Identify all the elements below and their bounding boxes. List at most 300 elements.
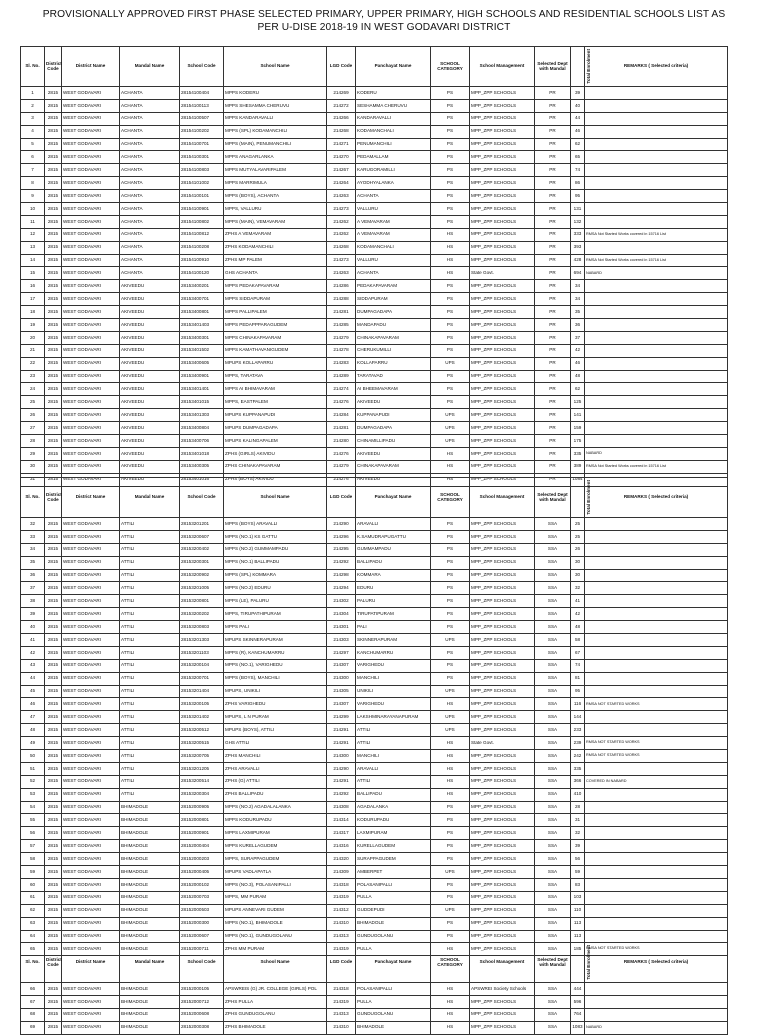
school-management-cell: MPP_ZPP SCHOOLS [470,306,535,319]
sl-no-cell: 50 [21,750,45,763]
selected-dept-cell: PR [535,306,571,319]
column-header: School Name [224,47,327,87]
school-management-cell: MPP_ZPP SCHOOLS [470,460,535,473]
column-header: Mandal Name [120,943,180,983]
selected-dept-cell: SSA [535,711,571,724]
mandal-name-cell: ATTILI [120,724,180,737]
selected-dept-cell: PR [535,99,571,112]
school-name-cell: MPPS, SURAPPAGUDEM [224,853,327,866]
selected-dept-cell: PR [535,447,571,460]
district-name-cell: WEST GODAVARI [62,943,120,956]
school-name-cell: GHS ATTILI [224,737,327,750]
remarks-cell [585,1008,728,1021]
remarks-cell [585,853,728,866]
school-name-cell: MPUPS KALINGAPALEM [224,435,327,448]
district-code-cell: 2815 [45,87,62,100]
district-name-cell: WEST GODAVARI [62,190,120,203]
mandal-name-cell: BHIMADOLE [120,943,180,956]
selected-dept-cell: SSA [535,646,571,659]
school-management-cell: MPP_ZPP SCHOOLS [470,891,535,904]
selected-dept-cell: PR [535,409,571,422]
column-header: LGD Code [327,478,356,518]
sl-no-cell: 5 [21,138,45,151]
column-header: District Code [45,47,62,87]
selected-dept-cell: SSA [535,556,571,569]
lgd-code-cell: 214320 [327,853,356,866]
school-category-cell: UPS [431,409,470,422]
total-enrolment-cell: 1083 [571,1021,585,1034]
district-code-cell: 2815 [45,582,62,595]
district-name-cell: WEST GODAVARI [62,569,120,582]
total-enrolment-cell: 65 [571,151,585,164]
remarks-cell [585,125,728,138]
panchayat-name-cell: BHIMADOLE [356,917,431,930]
remarks-cell [585,293,728,306]
panchayat-name-cell: A VEMAVARAM [356,215,431,228]
total-enrolment-cell: 74 [571,164,585,177]
selected-dept-cell: PR [535,190,571,203]
remarks-cell [585,621,728,634]
district-code-cell: 2815 [45,357,62,370]
selected-dept-cell: PR [535,241,571,254]
mandal-name-cell: AKIVEEDU [120,280,180,293]
lgd-code-cell: 214319 [327,891,356,904]
selected-dept-cell: SSA [535,518,571,531]
school-code-cell: 28154101002 [180,177,224,190]
total-enrolment-cell: 103 [571,891,585,904]
table-row [21,370,728,383]
lgd-code-cell: 214300 [327,672,356,685]
sl-no-cell: 32 [21,518,45,531]
column-header [571,478,592,518]
school-name-cell: MPPS KURELLAGUDEM [224,840,327,853]
sl-no-cell: 28 [21,435,45,448]
selected-dept-cell: PR [535,112,571,125]
school-management-cell: MPP_ZPP SCHOOLS [470,357,535,370]
school-code-cell: 28153400701 [180,293,224,306]
school-category-cell: PS [431,203,470,216]
lgd-code-cell: 214302 [327,595,356,608]
total-enrolment-cell: 34 [571,280,585,293]
table-row [21,215,728,228]
mandal-name-cell: ACHANTA [120,112,180,125]
school-category-cell: PS [431,370,470,383]
total-enrolment-cell: 34 [571,293,585,306]
mandal-name-cell: BHIMADOLE [120,983,180,996]
school-management-cell: MPP_ZPP SCHOOLS [470,344,535,357]
panchayat-name-cell: ATTILI [356,775,431,788]
total-enrolment-cell: 40 [571,99,585,112]
mandal-name-cell: ATTILI [120,788,180,801]
panchayat-name-cell: SESHAMMA CHERUVU [356,99,431,112]
mandal-name-cell: AKIVEEDU [120,383,180,396]
district-code-cell: 2815 [45,203,62,216]
school-name-cell: APSWREIS (G) JR. COLLEGE (GIRLS) POL [224,983,327,996]
column-header [571,47,592,87]
total-enrolment-cell: 26 [571,543,585,556]
district-name-cell: WEST GODAVARI [62,460,120,473]
remarks-cell [585,151,728,164]
district-code-cell: 2815 [45,138,62,151]
column-header: Selected Dept with Mandal [535,47,571,87]
school-code-cell: 28153200512 [180,724,224,737]
district-code-cell: 2815 [45,904,62,917]
selected-dept-cell: PR [535,319,571,332]
district-name-cell: WEST GODAVARI [62,814,120,827]
district-code-cell: 2815 [45,801,62,814]
total-enrolment-cell: 30 [571,556,585,569]
school-management-cell: MPP_ZPP SCHOOLS [470,99,535,112]
table-row [21,788,728,801]
mandal-name-cell: AKIVEEDU [120,435,180,448]
district-name-cell: WEST GODAVARI [62,293,120,306]
school-code-cell: 28152000801 [180,814,224,827]
sl-no-cell: 65 [21,943,45,956]
mandal-name-cell: ACHANTA [120,254,180,267]
remarks-cell [585,608,728,621]
column-header: REMARKS ( Selected criteria) [585,47,728,87]
selected-dept-cell: SSA [535,995,571,1008]
school-management-cell: MPP_ZPP SCHOOLS [470,1021,535,1034]
school-name-cell: MPPS AI BHIMAVARAM [224,383,327,396]
lgd-code-cell: 214262 [327,215,356,228]
table-row [21,125,728,138]
lgd-code-cell: 214276 [327,473,356,486]
school-management-cell: MPP_ZPP SCHOOLS [470,827,535,840]
total-enrolment-cell: 39 [571,840,585,853]
school-management-cell: MPP_ZPP SCHOOLS [470,228,535,241]
district-name-cell: WEST GODAVARI [62,215,120,228]
school-category-cell: HS [431,983,470,996]
remarks-cell [585,814,728,827]
school-category-cell: UPS [431,435,470,448]
column-header-label: Total Enrolment [586,480,592,515]
mandal-name-cell: BHIMADOLE [120,878,180,891]
table-row [21,177,728,190]
district-name-cell: WEST GODAVARI [62,685,120,698]
lgd-code-cell: 214281 [327,306,356,319]
total-enrolment-cell: 42 [571,608,585,621]
table-row [21,151,728,164]
total-enrolment-cell: 113 [571,917,585,930]
school-category-cell: PS [431,293,470,306]
total-enrolment-cell: 36 [571,319,585,332]
school-category-cell: PS [431,582,470,595]
sl-no-cell: 57 [21,840,45,853]
school-category-cell: PS [431,518,470,531]
lgd-code-cell: 214314 [327,814,356,827]
mandal-name-cell: ATTILI [120,672,180,685]
mandal-name-cell: AKIVEEDU [120,331,180,344]
selected-dept-cell: SSA [535,685,571,698]
table-row [21,1021,728,1034]
remarks-cell [585,672,728,685]
sl-no-cell: 53 [21,788,45,801]
school-name-cell: MPPS (SPL) KODAMANCHILI [224,125,327,138]
mandal-name-cell: BHIMADOLE [120,904,180,917]
school-code-cell: 28154100910 [180,254,224,267]
mandal-name-cell: AKIVEEDU [120,396,180,409]
panchayat-name-cell: AI BHEEMAVARAM [356,383,431,396]
total-enrolment-cell: 95 [571,190,585,203]
school-management-cell: MPP_ZPP SCHOOLS [470,866,535,879]
panchayat-name-cell: PEDAKAPAVARAM [356,280,431,293]
district-name-cell: WEST GODAVARI [62,878,120,891]
table-row [21,930,728,943]
remarks-cell [585,983,728,996]
district-name-cell: WEST GODAVARI [62,582,120,595]
school-code-cell: 28154100701 [180,138,224,151]
total-enrolment-cell: 175 [571,435,585,448]
lgd-code-cell: 214273 [327,203,356,216]
lgd-code-cell: 214279 [327,460,356,473]
panchayat-name-cell: KARUGORAMILLI [356,164,431,177]
school-category-cell: PS [431,853,470,866]
school-code-cell: 28154100802 [180,215,224,228]
school-name-cell: MPPS CHINAKAPAVARAM [224,331,327,344]
total-enrolment-cell: 30 [571,569,585,582]
school-name-cell: ZPHS (G) ATTILI [224,775,327,788]
school-code-cell: 28153200902 [180,569,224,582]
table-row [21,878,728,891]
panchayat-name-cell: POLASANIPALLI [356,878,431,891]
total-enrolment-cell: 113 [571,930,585,943]
table-row [21,87,728,100]
panchayat-name-cell: ARAVALLI [356,518,431,531]
selected-dept-cell: SSA [535,788,571,801]
total-enrolment-cell: 428 [571,254,585,267]
panchayat-name-cell: GUNDUGOLANU [356,1008,431,1021]
sl-no-cell: 38 [21,595,45,608]
district-code-cell: 2815 [45,737,62,750]
panchayat-name-cell: PENUMANCHILI [356,138,431,151]
remarks-cell [585,99,728,112]
lgd-code-cell: 214262 [327,228,356,241]
total-enrolment-cell: 37 [571,331,585,344]
remarks-cell [585,569,728,582]
school-management-cell: MPP_ZPP SCHOOLS [470,87,535,100]
district-code-cell: 2815 [45,685,62,698]
school-code-cell: 28153201205 [180,762,224,775]
total-enrolment-cell: 46 [571,357,585,370]
lgd-code-cell: 214307 [327,698,356,711]
school-name-cell: ZPHS (GIRLS) AKIVIDU [224,447,327,460]
school-code-cell: 28153201201 [180,518,224,531]
district-name-cell: WEST GODAVARI [62,203,120,216]
school-code-cell: 28153400706 [180,435,224,448]
school-code-cell: 28153401401 [180,383,224,396]
remarks-cell: RMSA NOT STARTED WORKS [585,737,728,750]
sl-no-cell: 7 [21,164,45,177]
school-category-cell: PS [431,814,470,827]
school-code-cell: 28154100803 [180,164,224,177]
total-enrolment-cell: 62 [571,383,585,396]
mandal-name-cell: AKIVEEDU [120,306,180,319]
school-code-cell: 28154100208 [180,241,224,254]
school-category-cell: HS [431,943,470,956]
school-code-cell: 28152000102 [180,878,224,891]
panchayat-name-cell: PEDAMALLAM [356,151,431,164]
selected-dept-cell: SSA [535,930,571,943]
remarks-cell [585,840,728,853]
mandal-name-cell: ACHANTA [120,164,180,177]
school-name-cell: ZPHS KODAMANCHILI [224,241,327,254]
school-name-cell: MPUPS SKINNERAPURAM [224,634,327,647]
district-name-cell: WEST GODAVARI [62,280,120,293]
panchayat-name-cell: AYODHYALANKA [356,177,431,190]
district-code-cell: 2815 [45,1008,62,1021]
district-code-cell: 2815 [45,1021,62,1034]
panchayat-name-cell: CHINAKAPAVARAM [356,460,431,473]
selected-dept-cell: SSA [535,853,571,866]
panchayat-name-cell: ATTILI [356,737,431,750]
district-name-cell: WEST GODAVARI [62,904,120,917]
lgd-code-cell: 214313 [327,1008,356,1021]
mandal-name-cell: BHIMADOLE [120,891,180,904]
column-header: LGD Code [327,47,356,87]
school-name-cell: ZPHS GUNDUGOLANU [224,1008,327,1021]
panchayat-name-cell: BHIMADOLE [356,1021,431,1034]
total-enrolment-cell: 46 [571,125,585,138]
mandal-name-cell: AKIVEEDU [120,370,180,383]
sl-no-cell: 61 [21,891,45,904]
mandal-name-cell: BHIMADOLE [120,814,180,827]
panchayat-name-cell: KOMMARA [356,569,431,582]
district-name-cell: WEST GODAVARI [62,228,120,241]
school-category-cell: PS [431,177,470,190]
district-name-cell: WEST GODAVARI [62,306,120,319]
sl-no-cell: 30 [21,460,45,473]
total-enrolment-cell: 48 [571,621,585,634]
district-name-cell: WEST GODAVARI [62,983,120,996]
table-row [21,608,728,621]
school-category-cell: PS [431,595,470,608]
district-name-cell: WEST GODAVARI [62,672,120,685]
mandal-name-cell: AKIVEEDU [120,460,180,473]
panchayat-name-cell: PULLA [356,995,431,1008]
mandal-name-cell: AKIVEEDU [120,344,180,357]
district-code-cell: 2815 [45,788,62,801]
school-category-cell: UPS [431,422,470,435]
sl-no-cell: 3 [21,112,45,125]
school-name-cell: MPPS (NO.1) BALLIPADU [224,556,327,569]
panchayat-name-cell: PULLA [356,943,431,956]
table-row [21,460,728,473]
remarks-cell [585,556,728,569]
mandal-name-cell: ATTILI [120,775,180,788]
school-name-cell: ZPHS MP PALEM [224,254,327,267]
district-name-cell: WEST GODAVARI [62,87,120,100]
lgd-code-cell: 214301 [327,621,356,634]
total-enrolment-cell: 764 [571,1008,585,1021]
mandal-name-cell: ACHANTA [120,241,180,254]
school-management-cell: MPP_ZPP SCHOOLS [470,518,535,531]
panchayat-name-cell: KURELLAGUDEM [356,840,431,853]
mandal-name-cell: ATTILI [120,685,180,698]
panchayat-name-cell: ACHANTA [356,190,431,203]
mandal-name-cell: AKIVEEDU [120,473,180,486]
school-code-cell: 28153200701 [180,672,224,685]
school-management-cell: MPP_ZPP SCHOOLS [470,904,535,917]
district-name-cell: WEST GODAVARI [62,621,120,634]
table-row [21,112,728,125]
school-name-cell: MPUPS, L N PURAM [224,711,327,724]
selected-dept-cell: SSA [535,582,571,595]
school-management-cell: MPP_ZPP SCHOOLS [470,190,535,203]
total-enrolment-cell: 44 [571,112,585,125]
remarks-cell [585,203,728,216]
remarks-cell [585,177,728,190]
school-category-cell: PS [431,280,470,293]
total-enrolment-cell: 39 [571,87,585,100]
lgd-code-cell: 214319 [327,995,356,1008]
column-header: LGD Code [327,943,356,983]
table-row [21,595,728,608]
school-category-cell: HS [431,1008,470,1021]
selected-dept-cell: SSA [535,866,571,879]
school-name-cell: MPPS (BOYS), MANCHILI [224,672,327,685]
school-name-cell: MPUPS VADLAPATLA [224,866,327,879]
school-code-cell: 28153400901 [180,370,224,383]
school-name-cell: MPPS KODURUPADU [224,814,327,827]
school-management-cell: MPP_ZPP SCHOOLS [470,711,535,724]
total-enrolment-cell: 59 [571,866,585,879]
school-category-cell: PS [431,125,470,138]
district-code-cell: 2815 [45,543,62,556]
sl-no-cell: 47 [21,711,45,724]
sl-no-cell: 9 [21,190,45,203]
sl-no-cell: 33 [21,530,45,543]
sl-no-cell: 43 [21,659,45,672]
district-name-cell: WEST GODAVARI [62,138,120,151]
mandal-name-cell: ACHANTA [120,138,180,151]
sl-no-cell: 19 [21,319,45,332]
total-enrolment-cell: 333 [571,228,585,241]
mandal-name-cell: ACHANTA [120,203,180,216]
panchayat-name-cell: A VEMAVARAM [356,228,431,241]
school-code-cell: 28153200304 [180,788,224,801]
lgd-code-cell: 214296 [327,530,356,543]
selected-dept-cell: SSA [535,983,571,996]
sl-no-cell: 22 [21,357,45,370]
school-category-cell: UPS [431,866,470,879]
selected-dept-cell: PR [535,228,571,241]
sl-no-cell: 54 [21,801,45,814]
remarks-cell [585,917,728,930]
total-enrolment-cell: 28 [571,801,585,814]
district-name-cell: WEST GODAVARI [62,762,120,775]
mandal-name-cell: BHIMADOLE [120,917,180,930]
school-name-cell: MPPS (NO.1), GUNDUGOLANU [224,930,327,943]
table-row [21,983,728,996]
lgd-code-cell: 214268 [327,125,356,138]
district-code-cell: 2815 [45,556,62,569]
district-name-cell: WEST GODAVARI [62,995,120,1008]
lgd-code-cell: 214276 [327,447,356,460]
remarks-cell: RMSA Not Started Works covered in 15716 List [585,254,728,267]
school-name-cell: MPPS (NO.1), VARIGHEDU [224,659,327,672]
lgd-code-cell: 214288 [327,293,356,306]
sl-no-cell: 58 [21,853,45,866]
school-name-cell: ZPHS A VEMAVARAM [224,228,327,241]
school-code-cell: 28152000503 [180,904,224,917]
school-code-cell: 28154100901 [180,203,224,216]
total-enrolment-cell: 116 [571,698,585,711]
district-name-cell: WEST GODAVARI [62,634,120,647]
remarks-cell [585,878,728,891]
district-name-cell: WEST GODAVARI [62,530,120,543]
district-name-cell: WEST GODAVARI [62,750,120,763]
